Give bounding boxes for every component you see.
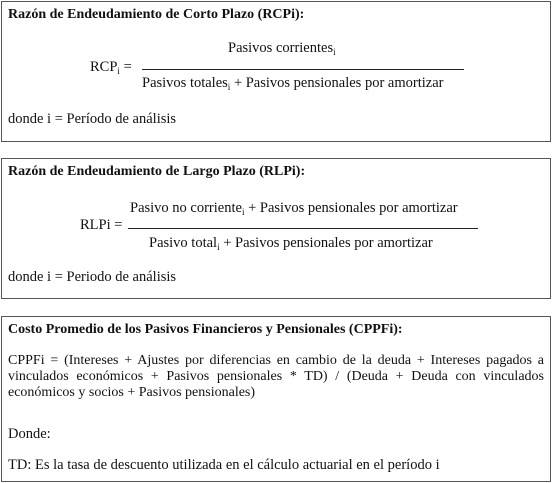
rcp-numerator: Pasivos corrientes$_i$	[228, 40, 336, 57]
rcp-where: donde i = Período de análisis	[8, 111, 177, 127]
rlp-where: donde i = Periodo de análisis	[8, 269, 177, 285]
rlp-title: Razón de Endeudamiento de Largo Plazo (RLPi):	[8, 164, 306, 179]
rcp-box	[1, 1, 551, 142]
rlp-denominator: Pasivo total$_i$ + Pasivos pensionales por amortizar	[149, 235, 433, 252]
cppf-formula: CPPFi = (Intereses + Ajustes por diferencias en cambio de la deuda + Intereses pagados a vinculados económicos + Pasivos pensionales * TD) / (Deuda + Deuda con vinculados económicos y socios + Pasivos pensionales)	[8, 353, 544, 400]
rlp-box	[1, 158, 551, 299]
cppf-donde: Donde:	[8, 426, 51, 442]
rlp-lhs: RLPi =	[80, 217, 123, 233]
rcp-title: Razón de Endeudamiento de Corto Plazo (RCPi):	[8, 7, 305, 22]
cppf-title: Costo Promedio de los Pasivos Financieros y Pensionales (CPPFi):	[8, 322, 403, 337]
cppf-td-definition: TD: Es la tasa de descuento utilizada en el cálculo actuarial en el período i	[8, 457, 440, 473]
cppf-box	[1, 316, 551, 482]
rcp-denominator: Pasivos totales$_i$ + Pasivos pensionales por amortizar	[142, 75, 444, 92]
rlp-numerator: Pasivo no corriente$_i$ + Pasivos pensionales por amortizar	[130, 200, 458, 217]
rlp-fraction-bar	[128, 228, 478, 229]
rcp-fraction-bar	[142, 69, 464, 70]
rcp-lhs: $RCP_i$ =	[90, 59, 132, 76]
